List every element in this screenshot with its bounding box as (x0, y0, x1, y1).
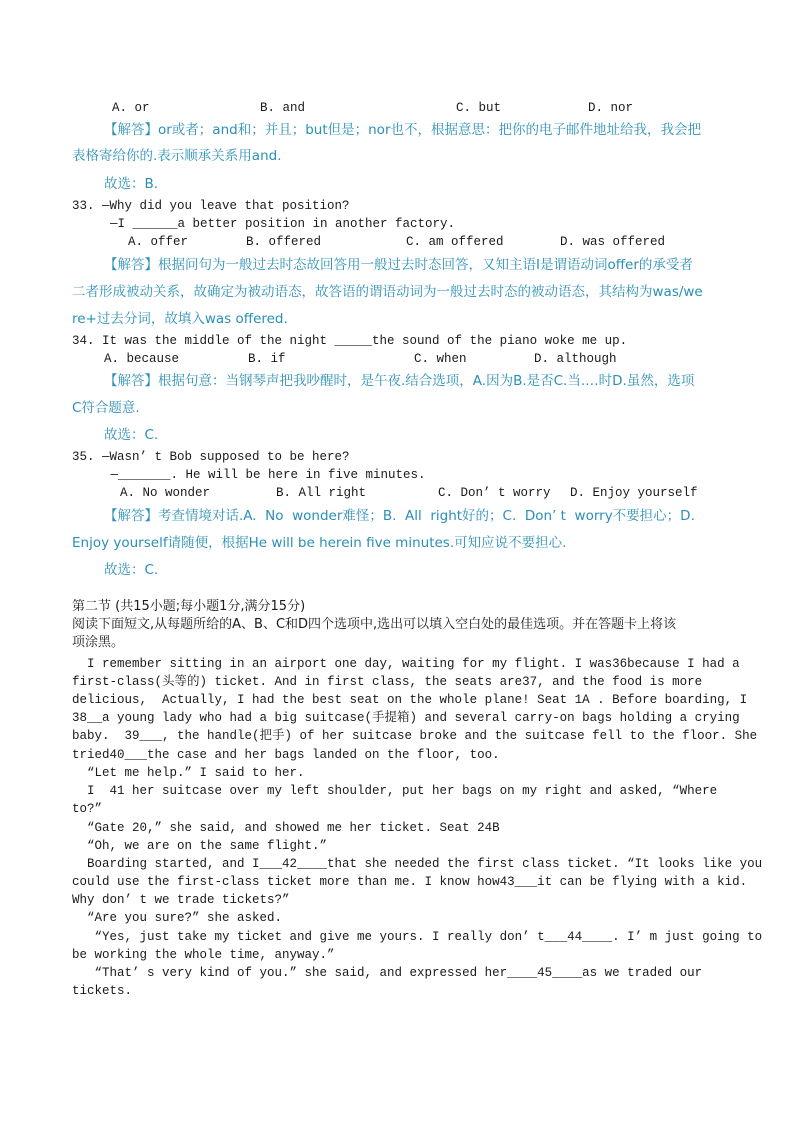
q35-option-d: D. Enjoy yourself (570, 486, 698, 500)
passage-line: Boarding started, and I___42____that she needed the first class ticket. “It looks like you (72, 857, 763, 871)
q33-option-b: B. offered (246, 235, 322, 249)
passage-line: I 41 her suitcase over my left shoulder, put her bags on my right and asked, “Where (72, 784, 718, 798)
q35-option-b: B. All right (276, 486, 367, 500)
q32-option-a: A. or (112, 101, 150, 115)
passage-line: “Are you sure?” she asked. (72, 911, 283, 925)
q35-option-c: C. Don’ t worry (438, 486, 551, 500)
q34-answer: 故选：C. (104, 427, 159, 443)
q33-option-c: C. am offered (406, 235, 504, 249)
q32-option-b: B. and (260, 101, 306, 115)
q33-question: 33. —Why did you leave that position? (72, 199, 350, 213)
q34-option-b: B. if (248, 352, 286, 366)
q35-option-a: A. No wonder (120, 486, 211, 500)
passage-line: 38__a young lady who had a big suitcase(手提箱) and several carry-on bags holding a crying (72, 711, 740, 725)
q34-analysis (104, 373, 694, 389)
analysis-label: 【解答】 (104, 122, 158, 138)
passage-line: tickets. (72, 984, 133, 998)
q33-analysis (104, 257, 693, 273)
passage-line: could use the first-class ticket more than me. I know how43___it can be flying with a kid. (72, 875, 748, 889)
passage-line: tried40___the case and her bags landed on the floor, too. (72, 748, 500, 762)
q32-answer: 故选：B. (104, 176, 159, 192)
analysis-label: 【解答】 (104, 373, 158, 389)
analysis-label: 【解答】 (104, 508, 158, 524)
section2-title: 第二节 (共15小题;每小题1分,满分15分) (72, 599, 306, 614)
analysis-label: 【解答】 (104, 257, 158, 273)
q35-analysis-cont: Enjoy yourself请随便，根据He will be herein five minutes.可知应说不要担心. (72, 535, 567, 551)
q35-analysis (104, 508, 695, 524)
q32-analysis (104, 122, 701, 138)
passage-line: I remember sitting in an airport one day, waiting for my flight. I was36because I had a (72, 657, 740, 671)
q33-option-a: A. offer (128, 235, 189, 249)
passage-line: “Yes, just take my ticket and give me yours. I really don’ t___44____. I’ m just going to (72, 930, 763, 944)
q35-question: 35. —Wasn’ t Bob supposed to be here? (72, 450, 350, 464)
passage-line: “Let me help.” I said to her. (72, 766, 305, 780)
passage-line: delicious, Actually, I had the best seat on the whole plane! Seat 1A . Before boarding, I (72, 693, 748, 707)
analysis-text: or或者；and和；并且；but但是；nor也不，根据意思：把你的电子邮件地址给我，我会把 (158, 122, 701, 138)
q34-option-a: A. because (104, 352, 180, 366)
passage-line: baby. 39___, the handle(把手) of her suitcase broke and the suitcase fell to the floor. She (72, 729, 758, 743)
passage-line: be working the whole time, anyway.” (72, 948, 335, 962)
section2-instruction: 阅读下面短文,从每题所给的A、B、C和D四个选项中,选出可以填入空白处的最佳选项。并在答题卡上将该 (72, 617, 677, 632)
passage-line: “Oh, we are on the same flight.” (72, 839, 328, 853)
passage-line: “Gate 20,” she said, and showed me her ticket. Seat 24B (72, 821, 500, 835)
passage-line: to?” (72, 802, 103, 816)
q35-answer: 故选：C. (104, 562, 159, 578)
q34-analysis-cont: C符合题意. (72, 400, 140, 416)
analysis-text: 根据问句为一般过去时态故回答用一般过去时态回答，又知主语I是谓语动词offer的承受者 (158, 257, 693, 273)
q33-analysis-cont: 二者形成被动关系，故确定为被动语态，故答语的谓语动词为一般过去时态的被动语态，其结构为was/we (72, 284, 703, 300)
passage-line: Why don’ t we trade tickets?” (72, 893, 290, 907)
q33-option-d: D. was offered (560, 235, 666, 249)
analysis-text: 考查情境对话.A. No wonder难怪；B. All right好的；C. Don’ t worry不要担心；D. (158, 508, 695, 524)
q33-answer-line: —I ______a better position in another factory. (80, 217, 456, 231)
q34-question: 34. It was the middle of the night _____the sound of the piano woke me up. (72, 334, 628, 348)
q32-option-c: C. but (456, 101, 502, 115)
q32-analysis-cont: 表格寄给你的.表示顺承关系用and. (72, 148, 282, 164)
analysis-text: 根据句意：当钢琴声把我吵醒时，是午夜.结合选项，A.因为B.是否C.当.…时D.虽然，选项 (158, 373, 695, 389)
passage-line: “That’ s very kind of you.” she said, and expressed her____45____as we traded our (72, 966, 703, 980)
q34-option-d: D. although (534, 352, 617, 366)
q35-answer-line: —_______. He will be here in five minutes. (88, 468, 426, 482)
section2-instruction-cont: 项涂黑。 (72, 635, 125, 650)
q32-option-d: D. nor (588, 101, 634, 115)
passage-line: first-class(头等的) ticket. And in first class, the seats are37, and the food is more (72, 675, 703, 689)
q33-analysis-cont2: re+过去分词，故填入was offered. (72, 311, 288, 327)
q34-option-c: C. when (414, 352, 467, 366)
